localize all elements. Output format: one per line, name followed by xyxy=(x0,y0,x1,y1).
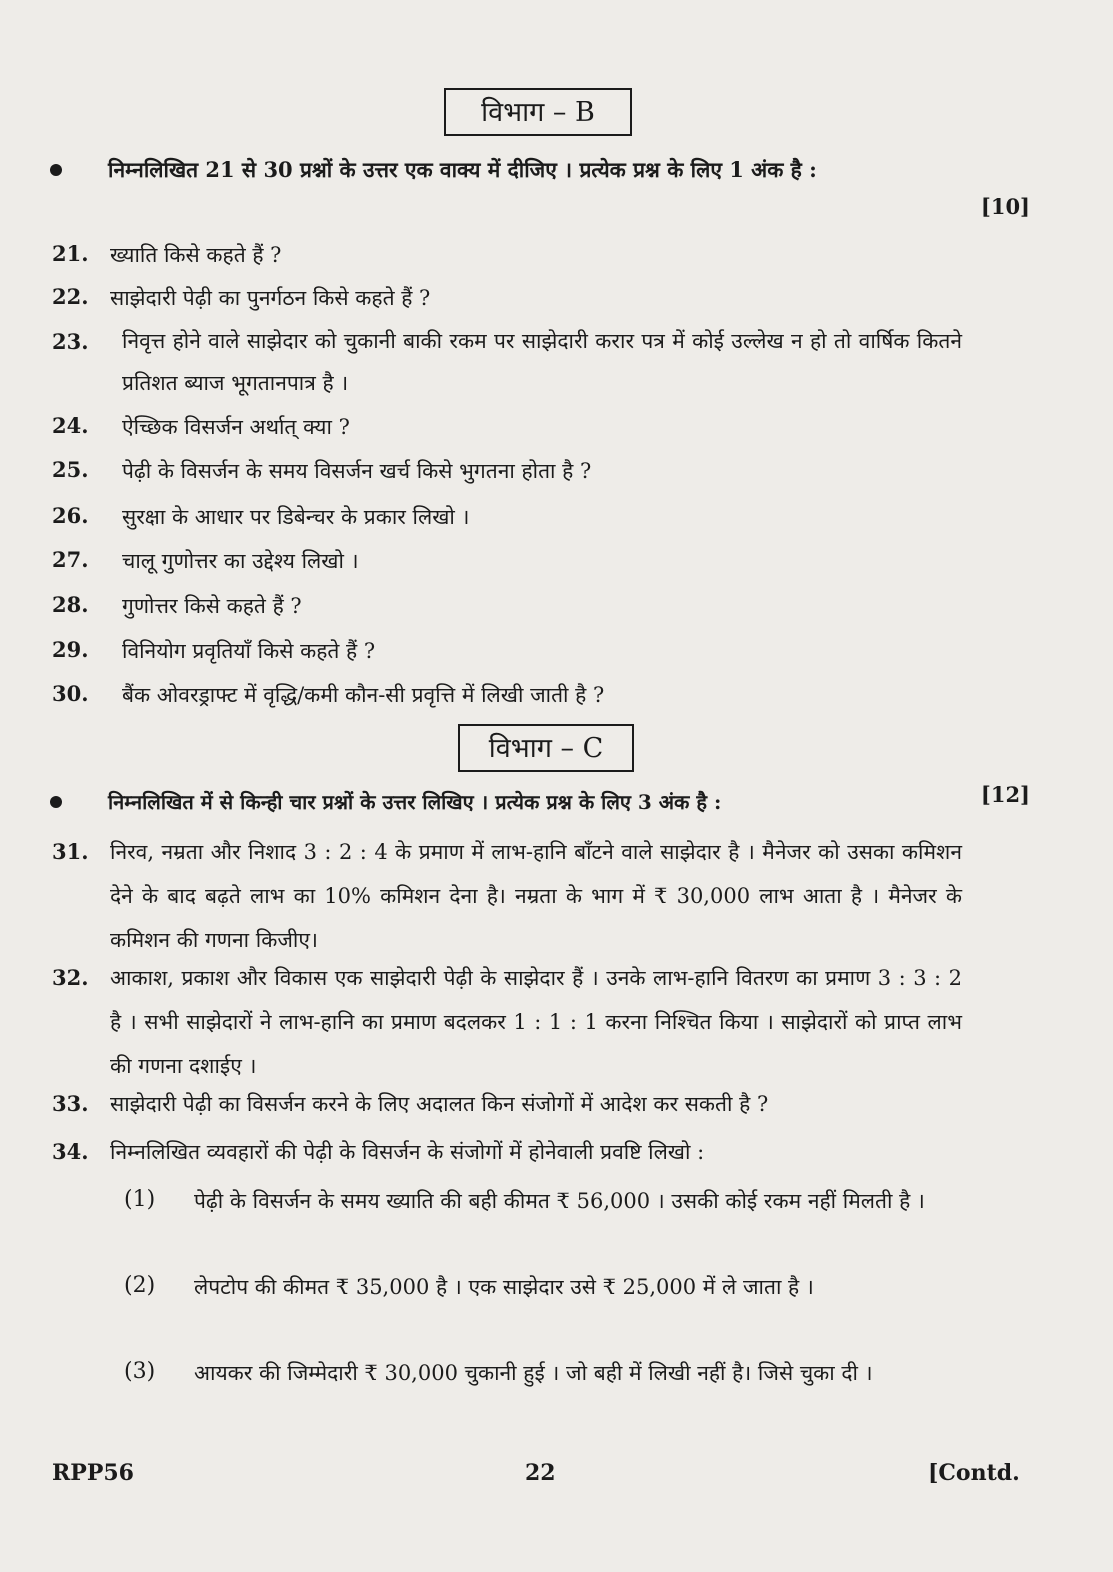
question-text: निम्नलिखित व्यवहारों की पेढ़ी के विसर्जन के संजोगों में होनेवाली प्रवष्टि लिखो : xyxy=(110,1140,705,1164)
question-text: पेढ़ी के विसर्जन के समय विसर्जन खर्च किसे भुगतना होता है ? xyxy=(122,459,592,483)
question-number: 28. xyxy=(52,592,89,617)
instruction-text: निम्नलिखित 21 से 30 प्रश्नों के उत्तर एक वाक्य में दीजिए । प्रत्येक प्रश्न के लिए 1 अंक है : xyxy=(108,157,817,182)
question-text: ख्याति किसे कहते हैं ? xyxy=(110,243,282,267)
section-b-marks: [10] xyxy=(980,194,1030,219)
question-number: 22. xyxy=(52,284,89,309)
paper-code: RPP56 xyxy=(52,1460,134,1486)
question-text: बैंक ओवरड्राफ्ट में वृद्धि/कमी कौन-सी प्रवृत्ति में लिखी जाती है ? xyxy=(122,683,605,707)
question-text: ऐच्छिक विसर्जन अर्थात् क्या ? xyxy=(122,415,350,439)
question-text: साझेदारी पेढ़ी का पुनर्गठन किसे कहते हैं ? xyxy=(110,286,431,310)
question-text: विनियोग प्रवृतियाँ किसे कहते हैं ? xyxy=(122,639,376,663)
question-number: 33. xyxy=(52,1091,89,1116)
question-text: साझेदारी पेढ़ी का विसर्जन करने के लिए अदालत किन संजोगों में आदेश कर सकती है ? xyxy=(110,1092,769,1116)
section-c-instruction xyxy=(50,782,1030,826)
question-number: 30. xyxy=(52,681,89,706)
section-c-heading: विभाग – C xyxy=(458,724,634,772)
subitem-number: (2) xyxy=(124,1273,156,1298)
question-number: 27. xyxy=(52,547,89,572)
continued-label: [Contd. xyxy=(928,1460,1020,1486)
subitem-text: पेढ़ी के विसर्जन के समय ख्याति की बही कीमत ₹ 56,000 । उसकी कोई रकम नहीं मिलती है । xyxy=(194,1189,925,1213)
question-number: 24. xyxy=(52,413,89,438)
question-number: 21. xyxy=(52,241,89,266)
question-text: निरव, नम्रता और निशाद 3 : 2 : 4 के प्रमाण में लाभ-हानि बाँटने वाले साझेदार है । मैनेजर को उसका कमिशन देने के बाद बढ़ते लाभ का 10% कमिशन देना है। नम्रता के भाग में ₹ 30,000 लाभ आता है । मैनेजर के कमिशन की गणना किजीए। xyxy=(110,840,962,952)
section-b-heading: विभाग – B xyxy=(444,88,632,136)
section-b-instruction xyxy=(50,150,1030,234)
subitem-number: (1) xyxy=(124,1187,156,1212)
question-text: निवृत्त होने वाले साझेदार को चुकानी बाकी रकम पर साझेदारी करार पत्र में कोई उल्लेख न हो तो वार्षिक कितने प्रतिशत ब्याज भूगतानपात्र है । xyxy=(122,329,962,395)
question-text: गुणोत्तर किसे कहते हैं ? xyxy=(122,594,302,618)
bullet-icon xyxy=(50,796,62,808)
question-number: 32. xyxy=(52,965,89,990)
question-text: आकाश, प्रकाश और विकास एक साझेदारी पेढ़ी के साझेदार हैं । उनके लाभ-हानि वितरण का प्रमाण 3 : 3 : 2 है । सभी साझेदारों ने लाभ-हानि का प्रमाण बदलकर 1 : 1 : 1 करना निश्चित किया । साझेदारों को प्राप्त लाभ की गणना दशाईए । xyxy=(110,966,962,1078)
subitem-text: आयकर की जिम्मेदारी ₹ 30,000 चुकानी हुई । जो बही में लिखी नहीं है। जिसे चुका दी । xyxy=(194,1361,873,1385)
question-number: 31. xyxy=(52,839,89,864)
question-number: 23. xyxy=(52,329,89,354)
section-c-marks: [12] xyxy=(980,782,1030,807)
question-number: 25. xyxy=(52,457,89,482)
question-number: 34. xyxy=(52,1139,89,1164)
instruction-text: निम्नलिखित में से किन्ही चार प्रश्नों के उत्तर लिखिए । प्रत्येक प्रश्न के लिए 3 अंक है : xyxy=(108,790,722,814)
page-number: 22 xyxy=(525,1460,556,1486)
question-text: चालू गुणोत्तर का उद्देश्य लिखो । xyxy=(122,549,359,573)
bullet-icon xyxy=(50,164,62,176)
question-text: सुरक्षा के आधार पर डिबेन्चर के प्रकार लिखो । xyxy=(122,505,470,529)
subitem-number: (3) xyxy=(124,1359,156,1384)
question-number: 29. xyxy=(52,637,89,662)
subitem-text: लेपटोप की कीमत ₹ 35,000 है । एक साझेदार उसे ₹ 25,000 में ले जाता है । xyxy=(194,1275,814,1299)
question-number: 26. xyxy=(52,503,89,528)
